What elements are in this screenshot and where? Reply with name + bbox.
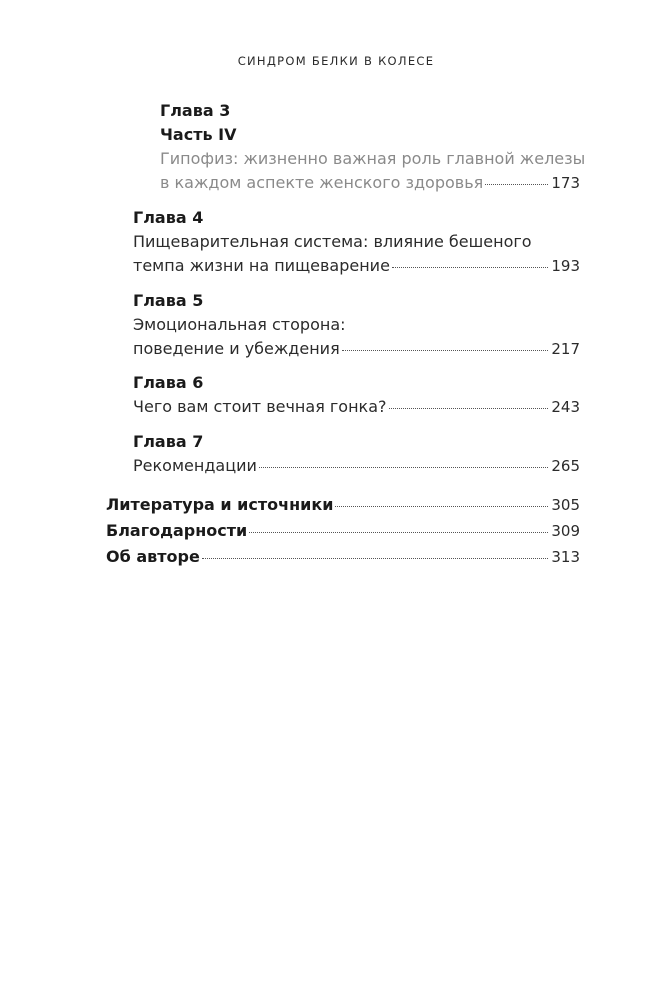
toc-chapter-7-title: Рекомендации <box>133 456 257 475</box>
toc-chapter-4-label: Глава 4 <box>133 208 204 227</box>
toc-chapter-7-page: 265 <box>551 457 580 475</box>
running-head: СИНДРОМ БЕЛКИ В КОЛЕСЕ <box>237 54 435 68</box>
toc-chapter-4-title-line2: темпа жизни на пищеварение <box>133 256 390 275</box>
dot-leader <box>335 506 548 507</box>
toc-chapter-5-title-line1: Эмоциональная сторона: <box>133 315 346 334</box>
toc-entry-acknowledgements <box>106 521 580 541</box>
toc-chapter-7-label: Глава 7 <box>133 432 204 451</box>
toc-chapter-5-label: Глава 5 <box>133 291 204 310</box>
dot-leader <box>249 532 548 533</box>
toc-entry-chapter-5 <box>133 339 580 359</box>
toc-chapter-5-title-line2: поведение и убеждения <box>133 339 340 358</box>
toc-chapter-6-title: Чего вам стоит вечная гонка? <box>133 397 387 416</box>
toc-part-4-page: 173 <box>551 174 580 192</box>
toc-chapter-6-page: 243 <box>551 398 580 416</box>
toc-literature-label: Литература и источники <box>106 495 334 514</box>
dot-leader <box>202 558 549 559</box>
toc-chapter-4-title-line1: Пищеварительная система: влияние бешеного <box>133 232 532 251</box>
dot-leader <box>392 267 548 268</box>
dot-leader <box>389 408 549 409</box>
toc-acknowledgements-page: 309 <box>551 522 580 540</box>
toc-acknowledgements-label: Благодарности <box>106 521 248 540</box>
toc-part-4-title-line2: в каждом аспекте женского здоровья <box>160 173 484 192</box>
toc-chapter-4-page: 193 <box>551 257 580 275</box>
toc-entry-about-author <box>106 547 580 567</box>
toc-about-author-page: 313 <box>551 548 580 566</box>
dot-leader <box>259 467 548 468</box>
toc-entry-chapter-6 <box>133 397 580 417</box>
toc-entry-chapter-7 <box>133 456 580 476</box>
dot-leader <box>485 184 548 185</box>
toc-chapter-6-label: Глава 6 <box>133 373 204 392</box>
toc-chapter-5-page: 217 <box>551 340 580 358</box>
toc-part-4-label: Часть IV <box>160 125 237 144</box>
dot-leader <box>342 350 549 351</box>
toc-about-author-label: Об авторе <box>106 547 200 566</box>
toc-entry-literature <box>106 495 580 515</box>
toc-chapter-3-label: Глава 3 <box>160 101 231 120</box>
toc-entry-chapter-4 <box>133 256 580 276</box>
toc-part-4-title-line1: Гипофиз: жизненно важная роль главной железы <box>160 149 586 168</box>
toc-literature-page: 305 <box>551 496 580 514</box>
toc-entry-part-4 <box>160 173 580 193</box>
